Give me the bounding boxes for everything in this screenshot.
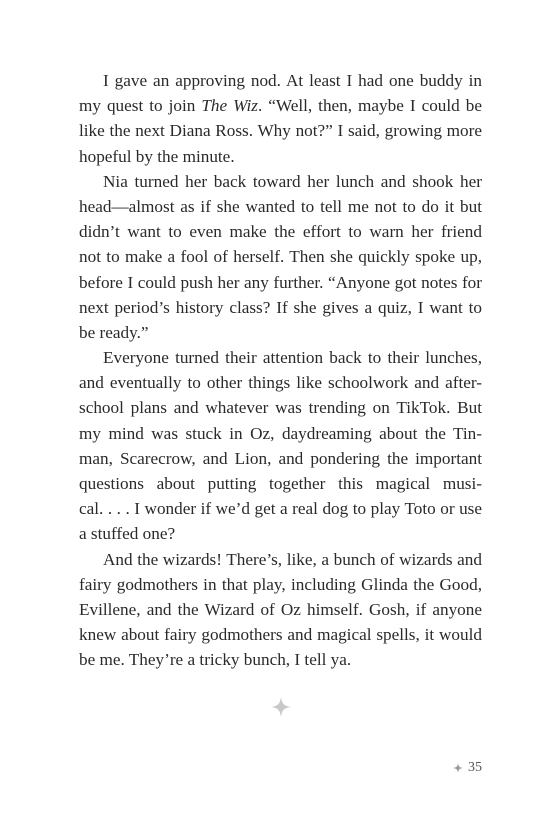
text-line: head—almost as if she wanted to tell me not to do it but xyxy=(79,196,482,216)
italic-title: The Wiz xyxy=(201,96,258,116)
text-line: a stuffed one? xyxy=(79,524,176,544)
four-point-star-icon xyxy=(453,763,463,773)
text-line: And the wizards! There’s, like, a bunch of wizards and xyxy=(103,549,482,569)
text-line: Nia turned her back toward her lunch and shook her xyxy=(103,171,482,191)
paragraph xyxy=(79,68,482,169)
text-line: my quest to join The Wiz. “Well, then, maybe I could be xyxy=(79,96,482,116)
text-line: school plans and whatever was trending on TikTok. But xyxy=(79,398,482,418)
text-line: I gave an approving nod. At least I had one buddy in xyxy=(103,71,482,90)
page-footer xyxy=(453,760,482,776)
page-number: 35 xyxy=(468,760,482,775)
text-line: hopeful by the minute. xyxy=(79,146,235,166)
text-line: cal. . . . I wonder if we’d get a real dog to play Toto or use xyxy=(79,499,482,519)
text-line: man, Scarecrow, and Lion, and pondering the important xyxy=(79,448,482,468)
text-line: Everyone turned their attention back to their lunches, xyxy=(103,348,482,368)
text-line: didn’t want to even make the effort to warn her friend xyxy=(79,222,482,242)
paragraph xyxy=(79,169,482,345)
text-line: be ready.” xyxy=(79,322,149,342)
text-line: like the next Diana Ross. Why not?” I said, growing more xyxy=(79,121,482,141)
paragraph xyxy=(79,547,482,673)
text-line: knew about fairy godmothers and magical spells, it would xyxy=(79,625,482,645)
text-line: questions about putting together this magical musi- xyxy=(79,474,482,493)
paragraph xyxy=(79,345,482,547)
text-line: not to make a fool of herself. Then she quickly spoke up, xyxy=(79,247,482,267)
text-line: next period’s history class? If she gives a quiz, I want to xyxy=(79,297,482,317)
text-line: before I could push her any further. “Anyone got notes for xyxy=(79,272,482,292)
text-line: be me. They’re a tricky bunch, I tell ya. xyxy=(79,650,352,670)
four-point-star-icon xyxy=(271,697,291,717)
page-body xyxy=(79,68,482,673)
text-line: fairy godmothers in that play, including Glinda the Good, xyxy=(79,574,482,594)
text-line: Evillene, and the Wizard of Oz himself. Gosh, if anyone xyxy=(79,599,482,619)
text-line: and eventually to other things like schoolwork and after- xyxy=(79,373,482,393)
text-line: my mind was stuck in Oz, daydreaming about the Tin- xyxy=(79,423,482,443)
